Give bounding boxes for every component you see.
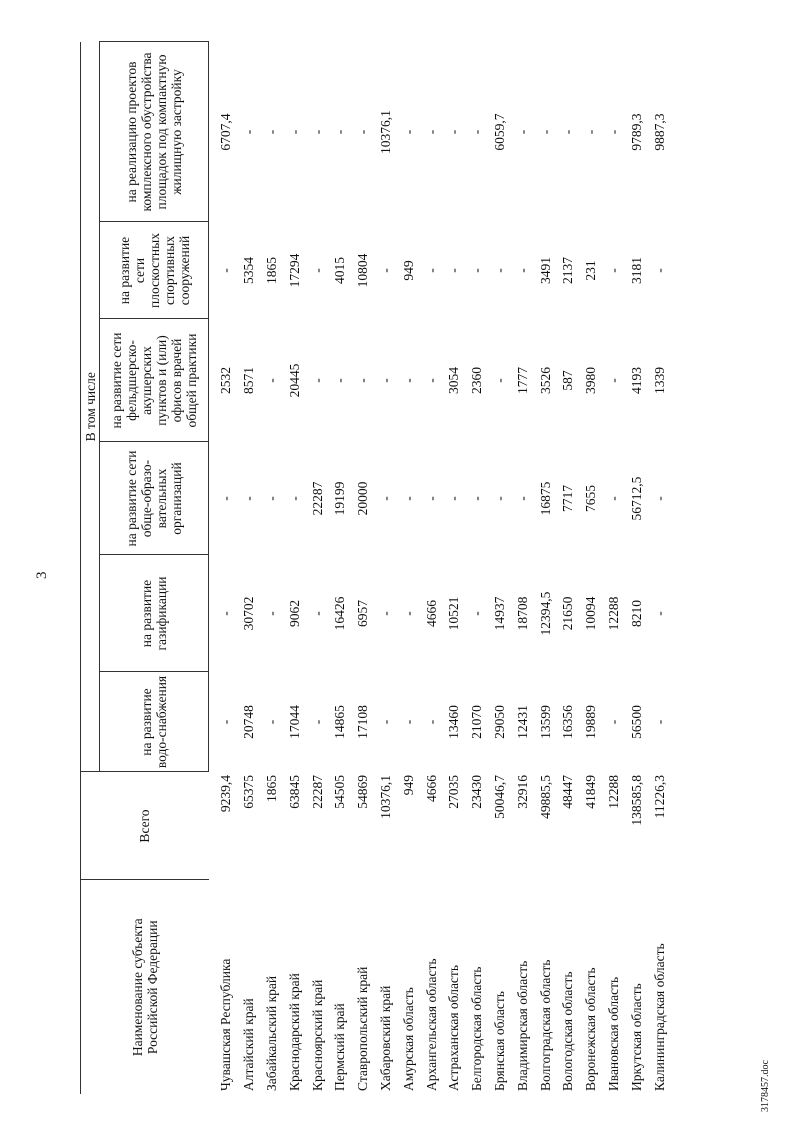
cell-sports: - xyxy=(309,268,325,273)
cell-sports: - xyxy=(651,268,667,273)
table-row xyxy=(625,42,648,1094)
table-row xyxy=(397,42,420,1094)
cell-total: 65375 xyxy=(241,775,257,809)
cell-sports: 949 xyxy=(400,260,416,281)
cell-water: 29050 xyxy=(491,705,507,739)
cell-name: Архангельская область xyxy=(423,958,439,1091)
cell-name: Чувашская Республика xyxy=(218,958,234,1091)
cell-sports: 17294 xyxy=(286,253,302,288)
cell-name: Хабаровский край xyxy=(377,985,393,1091)
cell-housing: - xyxy=(560,129,576,135)
cell-housing: - xyxy=(583,129,599,135)
cell-medical: 2360 xyxy=(469,367,485,394)
cell-total: 54869 xyxy=(355,775,371,809)
cell-gas: - xyxy=(309,611,325,616)
cell-total: 12288 xyxy=(605,775,621,809)
subsidy-table xyxy=(80,42,671,1095)
cell-schools: - xyxy=(400,496,416,501)
table-row xyxy=(261,42,284,1094)
cell-gas: - xyxy=(218,611,234,616)
cell-gas: 30702 xyxy=(241,596,257,631)
cell-total: 23430 xyxy=(469,775,485,809)
cell-schools: - xyxy=(286,496,302,501)
cell-housing: 6059,7 xyxy=(491,113,507,151)
cell-housing: - xyxy=(605,129,621,135)
cell-gas: 9062 xyxy=(286,600,302,627)
cell-sports: - xyxy=(423,268,439,273)
cell-water: 14865 xyxy=(332,705,348,739)
cell-schools: 56712,5 xyxy=(628,476,644,521)
cell-name: Пермский край xyxy=(332,1003,348,1091)
cell-medical: - xyxy=(423,378,439,383)
cell-total: 41849 xyxy=(583,775,599,809)
header-water: на развитие водо-снабжения xyxy=(100,672,209,772)
cell-name: Астраханская область xyxy=(446,965,462,1091)
cell-schools: - xyxy=(377,496,393,501)
cell-housing: - xyxy=(355,129,371,135)
cell-schools: - xyxy=(605,496,621,501)
cell-housing: - xyxy=(309,129,325,135)
cell-sports: - xyxy=(514,268,530,273)
cell-water: 19889 xyxy=(583,705,599,739)
cell-sports: 3181 xyxy=(628,257,644,284)
cell-medical: - xyxy=(263,378,279,383)
table-row xyxy=(489,42,512,1094)
cell-water: 12431 xyxy=(514,705,530,739)
table-row xyxy=(283,42,306,1094)
cell-gas: 14937 xyxy=(491,596,507,631)
cell-sports: 5354 xyxy=(241,257,257,284)
cell-gas: 4666 xyxy=(423,600,439,627)
cell-medical: - xyxy=(355,378,371,383)
cell-schools: - xyxy=(651,496,667,501)
cell-schools: - xyxy=(446,496,462,501)
table-row xyxy=(466,42,489,1094)
table-header-row-1 xyxy=(81,42,100,1094)
cell-water: - xyxy=(605,719,621,725)
table-row xyxy=(534,42,557,1094)
cell-water: - xyxy=(263,719,279,725)
cell-sports: 231 xyxy=(583,260,599,281)
header-including: В том числе xyxy=(81,42,100,772)
cell-sports: - xyxy=(605,268,621,273)
cell-water: 17108 xyxy=(355,705,371,739)
cell-sports: 4015 xyxy=(332,257,348,284)
cell-schools: 16875 xyxy=(537,481,553,516)
document-code: 3178457.doc xyxy=(760,1060,771,1112)
cell-total: 27035 xyxy=(446,775,462,809)
cell-housing: - xyxy=(469,129,485,135)
cell-water: - xyxy=(651,719,667,725)
cell-sports: - xyxy=(446,268,462,273)
cell-water: - xyxy=(423,719,439,725)
cell-sports: - xyxy=(377,268,393,273)
cell-name: Владимирская область xyxy=(514,960,530,1091)
cell-housing: - xyxy=(400,129,416,135)
cell-medical: - xyxy=(332,378,348,383)
cell-gas: 6957 xyxy=(355,600,371,627)
cell-water: 20748 xyxy=(241,705,257,739)
cell-medical: - xyxy=(491,378,507,383)
cell-water: 13460 xyxy=(446,705,462,739)
cell-sports: 10804 xyxy=(355,253,371,288)
cell-total: 63845 xyxy=(286,775,302,809)
cell-water: - xyxy=(218,719,234,725)
cell-sports: - xyxy=(491,268,507,273)
cell-medical: 8571 xyxy=(241,367,257,394)
cell-name: Красноярский край xyxy=(309,979,325,1091)
cell-medical: 3980 xyxy=(583,367,599,394)
cell-gas: - xyxy=(469,611,485,616)
table-row xyxy=(306,42,329,1094)
cell-medical: - xyxy=(309,378,325,383)
cell-name: Ивановская область xyxy=(605,976,621,1091)
cell-sports: - xyxy=(469,268,485,273)
cell-name: Ставропольский край xyxy=(355,966,371,1091)
cell-schools: 19199 xyxy=(332,481,348,516)
cell-name: Калининградская область xyxy=(651,943,667,1091)
cell-water: 56500 xyxy=(628,705,644,739)
cell-sports: - xyxy=(218,268,234,273)
cell-name: Волгоградская область xyxy=(537,959,553,1091)
cell-name: Иркутская область xyxy=(628,983,644,1091)
cell-gas: 10094 xyxy=(583,596,599,631)
cell-schools: 20000 xyxy=(355,481,371,516)
cell-gas: 16426 xyxy=(332,596,348,631)
cell-name: Краснодарский край xyxy=(286,973,302,1091)
cell-housing: - xyxy=(537,129,553,135)
cell-housing: 9887,3 xyxy=(651,113,667,151)
cell-sports: 2137 xyxy=(560,257,576,284)
cell-total: 50046,7 xyxy=(491,775,507,819)
cell-schools: 22287 xyxy=(309,481,325,516)
cell-total: 138585,8 xyxy=(628,775,644,826)
cell-total: 32916 xyxy=(514,775,530,809)
cell-gas: 21650 xyxy=(560,596,576,631)
cell-schools: - xyxy=(263,496,279,501)
cell-water: 16356 xyxy=(560,705,576,739)
cell-water: - xyxy=(400,719,416,725)
cell-housing: - xyxy=(241,129,257,135)
cell-name: Воронежская область xyxy=(583,967,599,1091)
cell-water: 17044 xyxy=(286,705,302,739)
page-number: 3 xyxy=(34,571,50,579)
cell-schools: - xyxy=(491,496,507,501)
cell-gas: 8210 xyxy=(628,600,644,627)
cell-medical: - xyxy=(605,378,621,383)
cell-medical: 2532 xyxy=(218,367,234,394)
cell-schools: - xyxy=(469,496,485,501)
cell-schools: - xyxy=(241,496,257,501)
cell-housing: 10376,1 xyxy=(377,110,393,154)
cell-housing: - xyxy=(514,129,530,135)
cell-water: 21070 xyxy=(469,705,485,739)
cell-total: 949 xyxy=(400,775,416,796)
cell-medical: 1339 xyxy=(651,367,667,394)
cell-gas: 12394,5 xyxy=(537,591,553,636)
cell-gas: - xyxy=(377,611,393,616)
cell-housing: 9789,3 xyxy=(628,113,644,151)
cell-medical: 1777 xyxy=(514,367,530,394)
cell-schools: - xyxy=(423,496,439,501)
header-schools: на развитие сети обще-образо-вательных организаций xyxy=(100,442,209,555)
table-row xyxy=(511,42,534,1094)
table-row xyxy=(557,42,580,1094)
cell-name: Алтайский край xyxy=(241,998,257,1091)
cell-medical: 20445 xyxy=(286,363,302,398)
cell-name: Амурская область xyxy=(400,987,416,1091)
cell-name: Белгородская область xyxy=(469,966,485,1091)
cell-name: Забайкальский край xyxy=(263,975,279,1091)
header-sports: на развитие сети плоскостных спортивных сооружений xyxy=(100,222,209,319)
table-row xyxy=(375,42,398,1094)
cell-gas: 12288 xyxy=(605,596,621,631)
cell-water: - xyxy=(377,719,393,725)
cell-sports: 3491 xyxy=(537,257,553,284)
cell-housing: - xyxy=(263,129,279,135)
header-gas: на развитие газификации xyxy=(100,555,209,672)
table-row xyxy=(352,42,375,1094)
header-name: Наименование субъекта Российской Федерации xyxy=(129,918,160,1057)
cell-gas: - xyxy=(651,611,667,616)
table-row xyxy=(443,42,466,1094)
cell-sports: 1865 xyxy=(263,257,279,284)
header-medical: на развитие сети фельдшерско-акушерских пунктов и (или) офисов врачей общей практики xyxy=(100,319,209,442)
cell-schools: - xyxy=(514,496,530,501)
cell-name: Вологодская область xyxy=(560,971,576,1091)
table-row xyxy=(329,42,352,1094)
cell-housing: - xyxy=(423,129,439,135)
cell-total: 22287 xyxy=(309,775,325,809)
cell-housing: 6707,4 xyxy=(218,113,234,151)
cell-total: 11226,3 xyxy=(651,775,667,819)
table-row xyxy=(238,42,261,1094)
cell-schools: - xyxy=(218,496,234,501)
cell-water: - xyxy=(309,719,325,725)
table-row xyxy=(603,42,626,1094)
header-housing: на реализацию проектов комплексного обустройства площадок под компактную жилищную застройку xyxy=(100,42,209,222)
cell-medical: - xyxy=(400,378,416,383)
cell-total: 48447 xyxy=(560,775,576,809)
cell-medical: 3054 xyxy=(446,367,462,394)
cell-schools: 7717 xyxy=(560,485,576,512)
table-row xyxy=(209,42,238,1094)
cell-total: 4666 xyxy=(423,775,439,802)
cell-gas: - xyxy=(263,611,279,616)
cell-name: Брянская область xyxy=(491,991,507,1091)
header-total: Всего xyxy=(81,772,209,880)
cell-medical: 587 xyxy=(560,370,576,391)
cell-total: 1865 xyxy=(263,775,279,802)
cell-total: 10376,1 xyxy=(377,775,393,819)
cell-medical: 3526 xyxy=(537,367,553,394)
cell-medical: 4193 xyxy=(628,367,644,394)
cell-total: 49885,5 xyxy=(537,775,553,819)
cell-gas: 10521 xyxy=(446,596,462,631)
table-row xyxy=(648,42,671,1094)
table-row xyxy=(420,42,443,1094)
cell-total: 9239,4 xyxy=(218,775,234,813)
cell-housing: - xyxy=(286,129,302,135)
cell-gas: - xyxy=(400,611,416,616)
cell-water: 13599 xyxy=(537,705,553,739)
cell-gas: 18708 xyxy=(514,596,530,631)
cell-schools: 7655 xyxy=(583,485,599,512)
cell-total: 54505 xyxy=(332,775,348,809)
cell-housing: - xyxy=(446,129,462,135)
cell-medical: - xyxy=(377,378,393,383)
table-row xyxy=(580,42,603,1094)
cell-housing: - xyxy=(332,129,348,135)
